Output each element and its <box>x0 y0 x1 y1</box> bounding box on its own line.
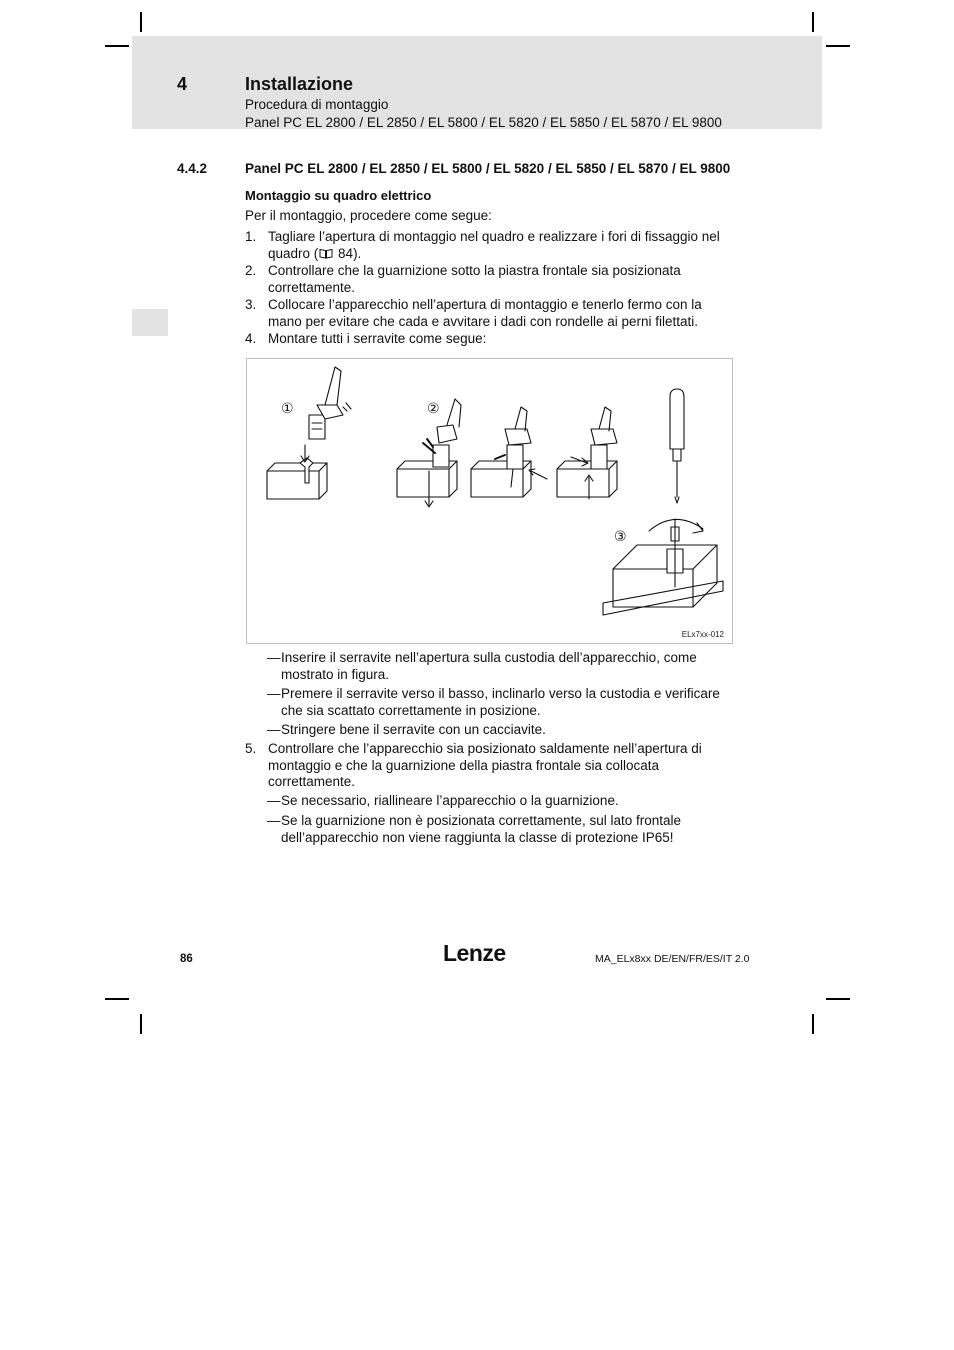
crop-mark <box>105 45 129 47</box>
side-tab-marker <box>132 309 168 336</box>
page-number: 86 <box>180 953 193 965</box>
bullet-item <box>267 686 737 719</box>
step-number: 2. <box>245 263 257 278</box>
step-marker: ② <box>427 401 440 417</box>
step-item <box>245 297 735 330</box>
figure-id: ELx7xx-012 <box>681 630 724 639</box>
crop-mark <box>140 12 142 32</box>
intro-text: Per il montaggio, procedere come segue: <box>245 208 492 223</box>
bullet-text: Premere il serravite verso il basso, inclinarlo verso la custodia e verificare che sia scattato correttamente in posizione. <box>281 686 720 718</box>
crop-mark <box>812 1014 814 1034</box>
step-text: Controllare che la guarnizione sotto la piastra frontale sia posizionata correttamente. <box>268 263 681 295</box>
bullet-text: Se la guarnizione non è posizionata correttamente, sul lato frontale dell’apparecchio non viene raggiunta la classe di protezione IP65! <box>281 813 681 845</box>
step-item <box>245 741 735 791</box>
header-subtitle: Procedura di montaggio <box>245 97 389 112</box>
crop-mark <box>105 998 129 1000</box>
step-number: 5. <box>245 741 257 756</box>
step-item <box>245 263 735 296</box>
bullet-item <box>267 793 737 810</box>
crop-mark <box>140 1014 142 1034</box>
step-marker: ① <box>281 401 294 417</box>
screwdriver-icon <box>670 389 684 503</box>
bullet-text: Se necessario, riallineare l’apparecchio o la guarnizione. <box>281 793 619 808</box>
step-text: Controllare che l’apparecchio sia posizionato saldamente nell’apertura di montaggio e che la guarnizione della piastra frontale sia collocata correttamente. <box>268 741 702 789</box>
stage-1-insert <box>267 367 351 499</box>
dash-bullet: — <box>267 793 281 808</box>
stage-2c-clip <box>557 407 617 499</box>
crop-mark <box>826 998 850 1000</box>
crop-mark <box>812 12 814 32</box>
section-number: 4.4.2 <box>177 161 208 176</box>
header-product-line: Panel PC EL 2800 / EL 2850 / EL 5800 / EL 5820 / EL 5850 / EL 5870 / EL 9800 <box>245 115 722 130</box>
step-number: 4. <box>245 331 257 346</box>
mounting-illustration <box>247 359 731 642</box>
step-text: Tagliare l’apertura di montaggio nel quadro e realizzare i fori di fissaggio nel quadro ( 84). <box>268 229 735 263</box>
chapter-title: Installazione <box>245 74 354 94</box>
step-number: 1. <box>245 229 257 244</box>
dash-bullet: — <box>267 722 281 737</box>
step-item <box>245 331 735 348</box>
bullet-item <box>267 722 737 739</box>
dash-bullet: — <box>267 813 281 828</box>
mounting-figure <box>246 358 733 644</box>
stage-2b-tilt <box>471 407 547 497</box>
bullet-text: Inserire il serravite nell’apertura sulla custodia dell’apparecchio, come mostrato in figura. <box>281 650 697 682</box>
bullet-item <box>267 650 737 683</box>
lenze-logo: Lenze <box>443 940 506 966</box>
subheading: Montaggio su quadro elettrico <box>245 188 432 203</box>
book-icon <box>319 247 333 264</box>
bullet-item <box>267 813 737 846</box>
dash-bullet: — <box>267 686 281 701</box>
document-reference: MA_ELx8xx DE/EN/FR/ES/IT 2.0 <box>595 953 750 965</box>
crop-mark <box>826 45 850 47</box>
step-text: Montare tutti i serravite come segue: <box>268 331 487 346</box>
step-number: 3. <box>245 297 257 312</box>
chapter-number: 4 <box>177 74 188 94</box>
dash-bullet: — <box>267 650 281 665</box>
bullet-text: Stringere bene il serravite con un cacciavite. <box>281 722 546 737</box>
section-title: Panel PC EL 2800 / EL 2850 / EL 5800 / EL 5820 / EL 5850 / EL 5870 / EL 9800 <box>245 161 731 176</box>
step-marker: ③ <box>614 529 627 545</box>
step-text: Collocare l’apparecchio nell’apertura di montaggio e tenerlo fermo con la mano per evitare che cada e avvitare i dadi con rondelle ai perni filettati. <box>268 297 702 329</box>
step-item <box>245 229 735 263</box>
